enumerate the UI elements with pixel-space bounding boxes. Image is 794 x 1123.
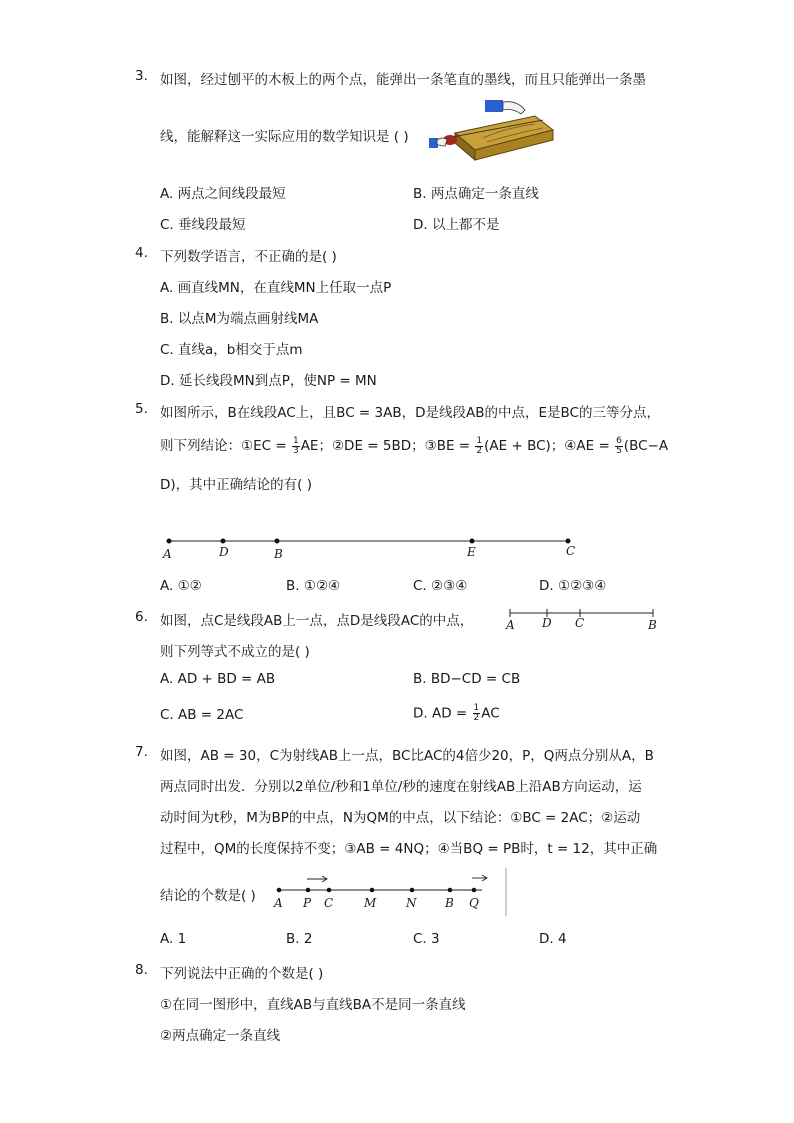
svg-text:B: B [445,896,454,910]
fraction: $\frac{1}{3}$ [292,435,299,456]
segment-figure [503,604,663,632]
question-number: 6. [135,609,148,625]
question-number: 8. [135,962,148,978]
option-b[interactable]: B. ①②④ [286,578,341,594]
question-number: 3. [135,68,148,84]
svg-text:A: A [274,896,283,910]
question-stem: D)，其中正确结论的有( ) [160,477,312,493]
option-d[interactable]: D. AD = $\frac{1}{2}$ AC [413,703,500,723]
point-a [167,539,172,544]
option-b[interactable]: B. 以点M为端点画射线MA [160,311,319,327]
option-a[interactable]: A. AD + BD = AB [160,671,276,687]
label-d: D [219,545,229,559]
statement-item: ①在同一图形中，直线AB与直线BA不是同一条直线 [160,997,466,1013]
label-d: D [542,616,552,630]
label-c: C [566,544,576,558]
svg-text:C: C [324,896,334,910]
svg-text:N: N [406,896,417,910]
fraction: $\frac{1}{2}$ [473,703,480,723]
ray-figure [272,868,512,916]
label-c: C [575,616,585,630]
question-number: 7. [135,744,148,760]
option-c[interactable]: C. 垂线段最短 [160,217,246,233]
option-a[interactable]: A. 画直线MN，在直线MN上任取一点P [160,280,392,296]
label-b: B [648,618,657,632]
point-b [275,539,280,544]
fraction: $\frac{1}{2}$ [476,435,483,456]
svg-text:P: P [303,896,312,910]
option-d[interactable]: D. 延长线段MN到点P，使NP = MN [160,373,377,389]
point-c [566,539,571,544]
option-a[interactable]: A. 两点之间线段最短 [160,186,286,202]
question-stem: 如图所示，B在线段AC上，且BC = 3AB，D是线段AB的中点，E是BC的三等分点， [160,405,660,421]
question-stem: 线，能解释这一实际应用的数学知识是 ( ) [160,129,409,145]
option-d[interactable]: D. 以上都不是 [413,217,500,233]
label-a: A [163,547,172,561]
option-b[interactable]: B. 2 [286,931,313,947]
question-number: 5. [135,401,148,417]
label-e: E [467,545,476,559]
option-d[interactable]: D. ①②③④ [539,578,607,594]
question-stem: 动时间为t秒，M为BP的中点，N为QM的中点，以下结论：①BC = 2AC；②运动 [160,810,641,826]
segment-figure [160,530,590,562]
svg-text:M: M [364,896,377,910]
plank-illustration [425,98,560,168]
question-stem: 则下列结论：①EC = $\frac{1}{3}$ AE；②DE = 5BD；③BE = $\frac{1}{2}$ (AE + BC)；④AE = $\frac{6}{5}$ (BC−A [160,435,669,456]
label-a: A [506,618,515,632]
question-stem: 如图，点C是线段AB上一点，点D是线段AC的中点， [160,613,474,629]
question-stem: 下列数学语言，不正确的是( ) [160,249,337,265]
question-stem: 两点同时出发．分别以2单位/秒和1单位/秒的速度在射线AB上沿AB方向运动，运 [160,779,642,795]
option-c[interactable]: C. ②③④ [413,578,468,594]
point-d [221,539,226,544]
question-stem: 则下列等式不成立的是( ) [160,644,310,660]
question-stem: 如图，AB = 30，C为射线AB上一点，BC比AC的4倍少20，P，Q两点分别从A，B [160,748,654,764]
question-stem: 过程中，QM的长度保持不变；③AB = 4NQ；④当BQ = PB时，t = 12，其中正确 [160,841,658,857]
question-number: 4. [135,245,148,261]
option-b[interactable]: B. BD−CD = CB [413,671,521,687]
question-stem: 下列说法中正确的个数是( ) [160,966,324,982]
fraction: $\frac{6}{5}$ [616,435,622,456]
statement-item: ②两点确定一条直线 [160,1028,281,1044]
svg-text:Q: Q [469,896,479,910]
question-stem: 结论的个数是( ) [160,888,256,904]
option-a[interactable]: A. ①② [160,578,202,594]
option-c[interactable]: C. 3 [413,931,440,947]
point-e [470,539,475,544]
option-c[interactable]: C. AB = 2AC [160,707,244,723]
option-c[interactable]: C. 直线a，b相交于点m [160,342,303,358]
option-b[interactable]: B. 两点确定一条直线 [413,186,539,202]
label-b: B [274,547,283,561]
option-a[interactable]: A. 1 [160,931,187,947]
question-stem: 如图，经过刨平的木板上的两个点，能弹出一条笔直的墨线，而且只能弹出一条墨 [160,72,646,88]
option-d[interactable]: D. 4 [539,931,567,947]
